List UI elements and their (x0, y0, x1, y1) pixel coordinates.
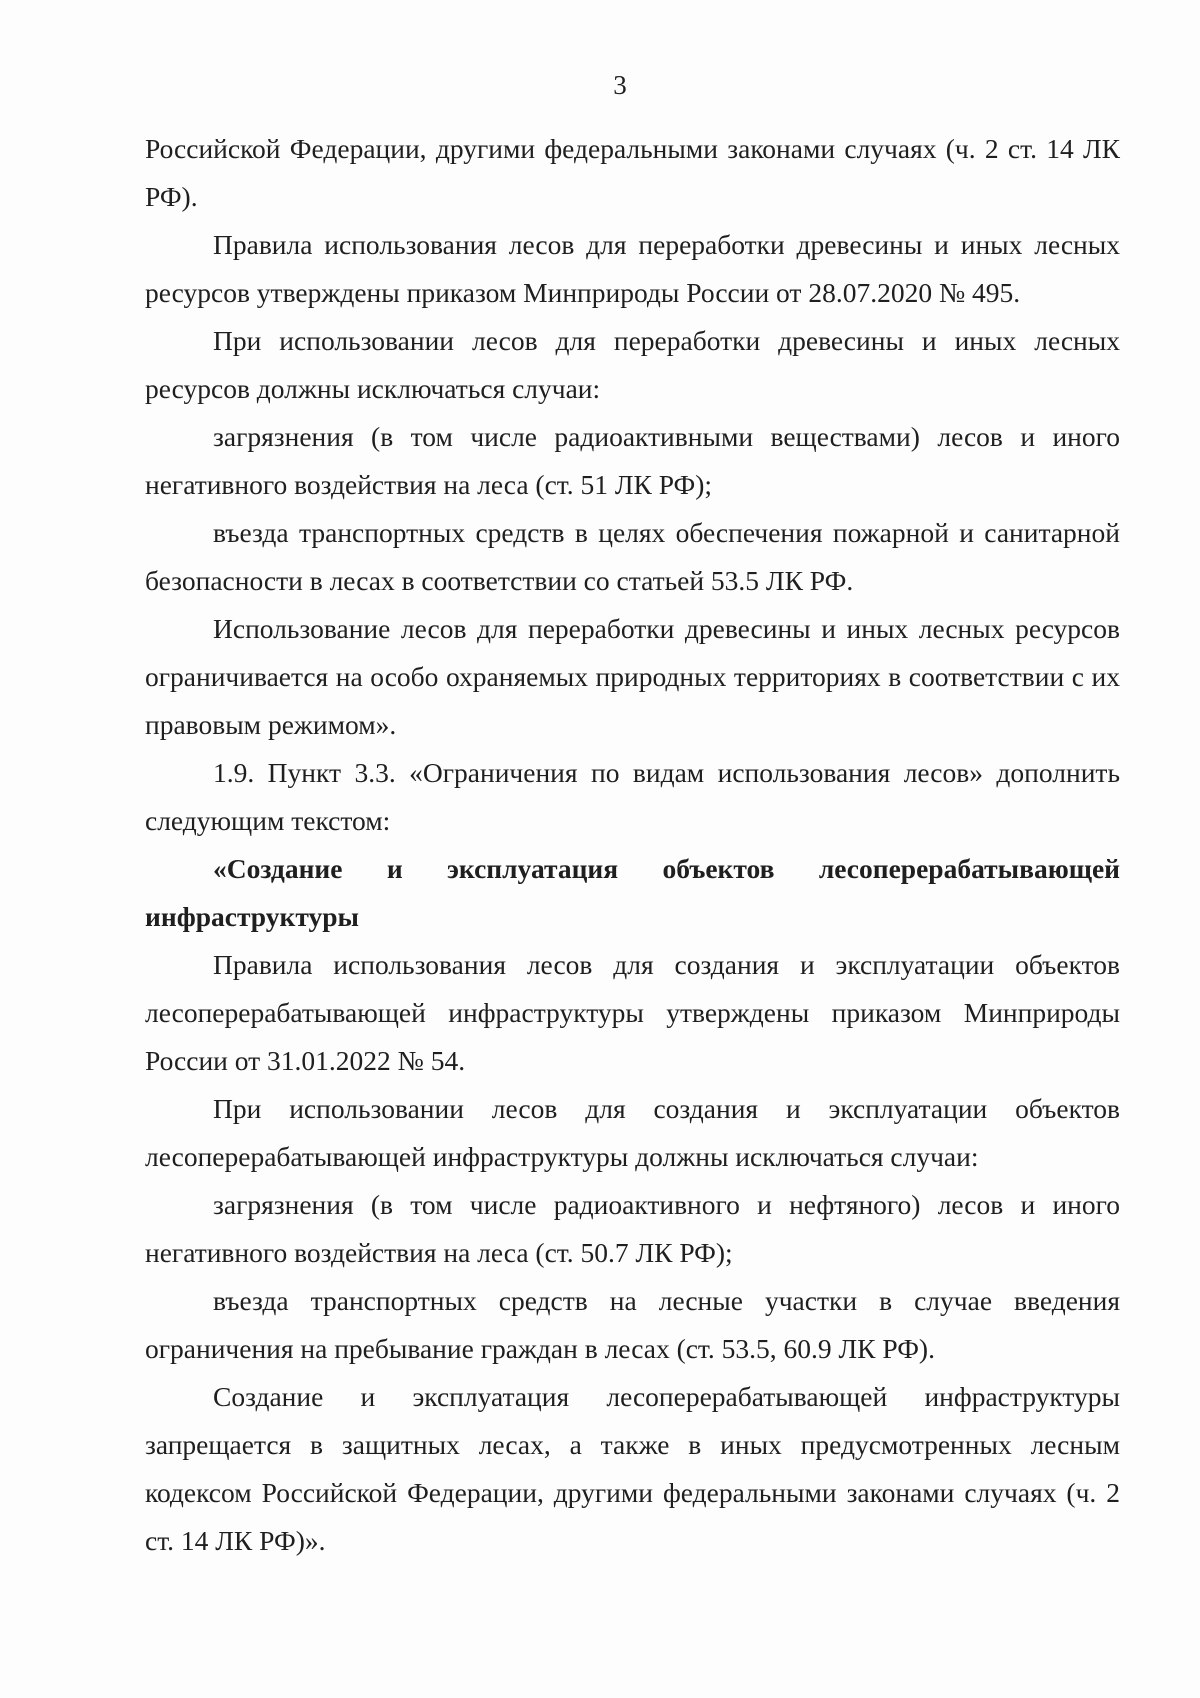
paragraph-exclusions-processing: При использовании лесов для переработки древесины и иных лесных ресурсов должны исключаться случаи: (145, 325, 1120, 404)
paragraph-restriction-protected-areas: Использование лесов для переработки древесины и иных лесных ресурсов ограничивается на особо охраняемых природных территориях в соответствии с их правовым режимом». (145, 613, 1120, 740)
paragraph-rules-processing: Правила использования лесов для переработки древесины и иных лесных ресурсов утверждены приказом Минприроды России от 28.07.2020 № 495. (145, 229, 1120, 308)
list-item-vehicle-entry-infrastructure: въезда транспортных средств на лесные участки в случае введения ограничения на пребывание граждан в лесах (ст. 53.5, 60.9 ЛК РФ). (145, 1285, 1120, 1364)
paragraph-rules-infrastructure: Правила использования лесов для создания и эксплуатации объектов лесоперерабатывающей инфраструктуры утверждены приказом Минприроды России от 31.01.2022 № 54. (145, 949, 1120, 1076)
paragraph-amendment-1-9: 1.9. Пункт 3.3. «Ограничения по видам использования лесов» дополнить следующим текстом: (145, 757, 1120, 836)
page-number: 3 (613, 70, 627, 100)
list-item-pollution: загрязнения (в том числе радиоактивными веществами) лесов и иного негативного воздействия на леса (ст. 51 ЛК РФ); (145, 421, 1120, 500)
paragraph-continuation: Российской Федерации, другими федеральными законами случаях (ч. 2 ст. 14 ЛК РФ). (145, 133, 1120, 212)
document-body (145, 125, 1120, 1565)
list-item-pollution-infrastructure: загрязнения (в том числе радиоактивного и нефтяного) лесов и иного негативного воздействия на леса (ст. 50.7 ЛК РФ); (145, 1189, 1120, 1268)
section-heading-infrastructure: «Создание и эксплуатация объектов лесоперерабатывающей инфраструктуры (145, 853, 1120, 932)
paragraph-exclusions-infrastructure: При использовании лесов для создания и эксплуатации объектов лесоперерабатывающей инфраструктуры должны исключаться случаи: (145, 1093, 1120, 1172)
list-item-vehicle-entry: въезда транспортных средств в целях обеспечения пожарной и санитарной безопасности в лесах в соответствии со статьей 53.5 ЛК РФ. (145, 517, 1120, 596)
paragraph-prohibition-protective-forests: Создание и эксплуатация лесоперерабатывающей инфраструктуры запрещается в защитных лесах, а также в иных предусмотренных лесным кодексом Российской Федерации, другими федеральными законами случаях (ч. 2 ст. 14 ЛК РФ)». (145, 1381, 1120, 1556)
